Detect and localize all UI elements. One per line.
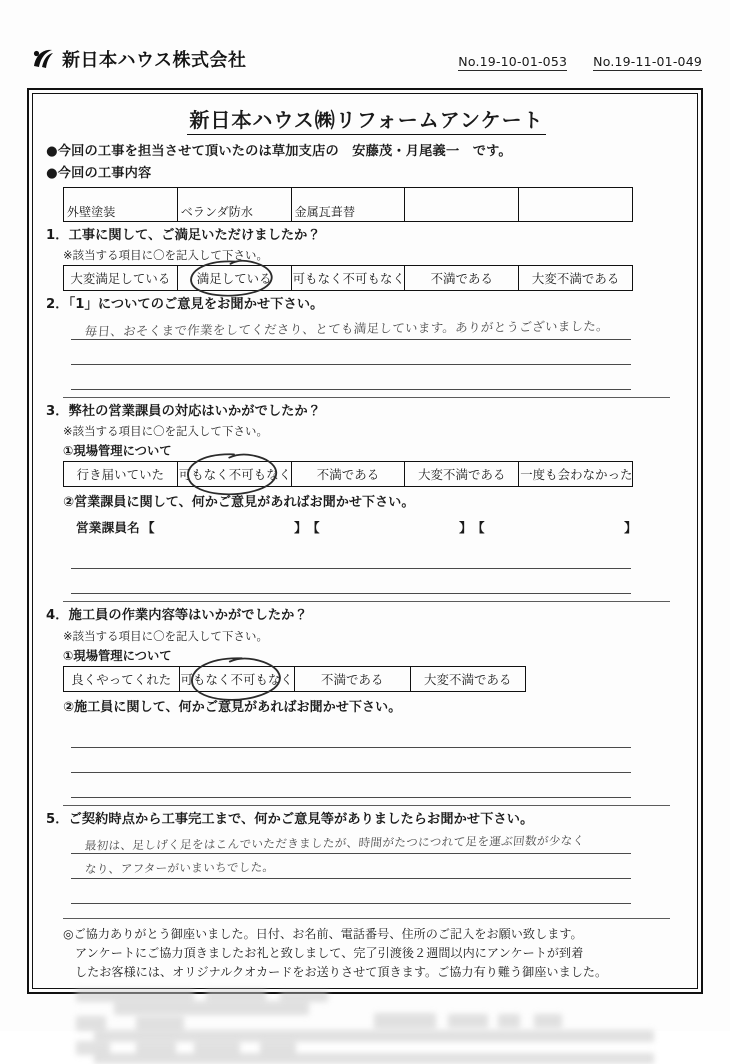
answer-line[interactable] (71, 879, 631, 904)
blur-block (94, 1030, 654, 1042)
answer-line[interactable] (71, 315, 631, 340)
sales-staff-name-row (76, 517, 687, 536)
question-2-text: 2．「1」についてのご意見をお聞かせ下さい。 (46, 297, 324, 313)
bracket-open: 【 (471, 520, 485, 536)
doc-number-1: No.19-10-01-053 (458, 54, 568, 69)
sales-staff-name-field-1[interactable] (142, 517, 307, 536)
question-1-text: 1．工事に関して、ご満足いただけましたか？ (46, 227, 321, 243)
question-3-sub-question: ②営業課員に関して、何かご意見があればお聞かせ下さい。 (63, 495, 415, 511)
form-frame (27, 88, 703, 994)
blur-block (76, 1016, 106, 1031)
q4-option-1[interactable] (179, 666, 295, 691)
question-4-answer-lines (71, 723, 631, 798)
work-cell-1[interactable]: 外壁塗装 (64, 187, 178, 221)
blur-block (374, 1013, 436, 1029)
q3-option-4[interactable]: 一度も会わなかった (519, 462, 633, 487)
company-name: 新日本ハウス株式会社 (62, 50, 247, 71)
document-numbers (458, 54, 702, 71)
question-1-options (63, 265, 633, 291)
q3-option-3[interactable]: 大変不満である (405, 462, 519, 487)
q4-option-3[interactable]: 大変不満である (410, 666, 526, 691)
question-1-note: ※該当する項目に〇を記入して下さい。 (63, 248, 268, 263)
question-4-sub-question: ②施工員に関して、何かご意見があればお聞かせ下さい。 (63, 699, 402, 715)
handwritten-answer: なり、アフターがいまいちでした。 (84, 860, 275, 877)
sales-staff-name-field-2[interactable] (307, 517, 472, 536)
question-3-note: ※該当する項目に〇を記入して下さい。 (63, 424, 268, 439)
table-row (64, 187, 633, 221)
question-2-answer-lines (71, 315, 631, 390)
form-content (46, 98, 687, 988)
q1-option-2[interactable]: 可もなく不可もなく (291, 266, 405, 291)
company-logo (30, 46, 246, 72)
question-5 (46, 811, 687, 904)
answer-line[interactable] (71, 773, 631, 798)
question-3 (46, 403, 687, 594)
answer-line[interactable] (71, 723, 631, 748)
work-cell-3[interactable]: 金属瓦葺替 (291, 187, 405, 221)
answer-line[interactable] (71, 829, 631, 854)
q3-option-0[interactable]: 行き届いていた (64, 462, 178, 487)
section-divider (63, 601, 670, 602)
work-cell-5[interactable] (519, 187, 633, 221)
bracket-close: 】 (294, 520, 307, 536)
section-divider (63, 805, 670, 806)
doc-number-2: No.19-11-01-049 (593, 54, 702, 69)
swoosh-logo-icon (30, 46, 56, 72)
q1-option-1[interactable] (177, 266, 291, 291)
section-divider (63, 397, 670, 398)
q4-option-2[interactable]: 不満である (295, 666, 411, 691)
bracket-close: 】 (459, 520, 472, 536)
q3-option-2[interactable]: 不満である (291, 462, 405, 487)
page-title-text: 新日本ハウス㈱リフォームアンケート (187, 108, 545, 135)
q4-option-1-label: 可もなく不可もなく (180, 671, 293, 687)
question-4-subhead: ①現場管理について (63, 648, 172, 663)
blur-block (534, 1014, 562, 1028)
answer-line[interactable] (71, 569, 631, 594)
answer-line[interactable] (71, 340, 631, 365)
footer-line-3: したお客様には、オリジナルクオカードをお送りさせて頂きます。ご協力有り難う御座いました。 (75, 964, 608, 979)
question-5-text: 5．ご契約時点から工事完工まで、何かご意見等がありましたらお聞かせ下さい。 (46, 811, 534, 827)
q1-option-1-label: 満足している (196, 271, 272, 287)
q3-option-1[interactable] (177, 462, 291, 487)
footer-line-2: アンケートにご協力頂きましたお礼と致しまして、完了引渡後２週間以内にアンケートが到着 (75, 945, 584, 960)
handwritten-answer: 毎日、おそくまで作業をしてくださり、とても満足しています。ありがとうございました。 (84, 317, 610, 339)
bracket-close: 】 (624, 520, 637, 536)
work-content-table (63, 187, 633, 222)
q1-option-4[interactable]: 大変不満である (519, 266, 633, 291)
answer-line[interactable] (71, 748, 631, 773)
work-cell-2[interactable]: ベランダ防水 (177, 187, 291, 221)
masthead (30, 46, 702, 82)
q1-option-3[interactable]: 不満である (405, 266, 519, 291)
section-divider (63, 918, 670, 919)
blur-block (136, 1016, 184, 1031)
table-row (64, 666, 526, 691)
table-row (64, 266, 633, 291)
blur-block (498, 1014, 520, 1028)
question-2 (46, 296, 687, 389)
question-3-answer-lines (71, 544, 631, 594)
question-3-options (63, 461, 633, 487)
blur-block (448, 1014, 488, 1028)
question-4-options (63, 666, 526, 692)
bracket-open: 【 (141, 520, 155, 536)
question-4 (46, 607, 687, 797)
work-content-heading: ●今回の工事内容 (46, 165, 152, 181)
page-title (46, 104, 687, 134)
question-3-subhead: ①現場管理について (63, 444, 172, 459)
question-3-text: 3．弊社の営業課員の対応はいかがでしたか？ (46, 403, 322, 419)
footer-note (63, 925, 670, 981)
sales-staff-name-label: 営業課員名 (76, 520, 140, 536)
blur-block (114, 1001, 309, 1015)
q1-option-0[interactable]: 大変満足している (64, 266, 178, 291)
answer-line[interactable] (71, 854, 631, 879)
answer-line[interactable] (71, 365, 631, 390)
question-4-note: ※該当する項目に〇を記入して下さい。 (63, 628, 268, 643)
work-cell-4[interactable] (405, 187, 519, 221)
q4-option-0[interactable]: 良くやってくれた (64, 666, 180, 691)
footer-line-1: ◎ご協力ありがとう御座いました。日付、お名前、電話番号、住所のご記入をお願い致します。 (63, 927, 583, 942)
question-4-text: 4．施工員の作業内容等はいかがでしたか？ (46, 608, 308, 624)
q3-option-1-label: 可もなく不可もなく (178, 467, 292, 483)
table-row (64, 462, 633, 487)
answer-line[interactable] (71, 544, 631, 569)
handwritten-answer: 最初は、足しげく足をはこんでいただきましたが、時間がたつにつれて足を運ぶ回数が少なく (84, 833, 586, 853)
bracket-open: 【 (306, 520, 320, 536)
sales-staff-name-field-3[interactable] (472, 517, 637, 536)
redacted-personal-info (74, 989, 684, 1061)
question-5-answer-lines (71, 829, 631, 904)
blur-block (94, 1053, 654, 1064)
question-1 (46, 227, 687, 291)
intro-line: ●今回の工事を担当させて頂いたのは草加支店の 安藤茂・月尾義一 です。 (46, 144, 512, 159)
